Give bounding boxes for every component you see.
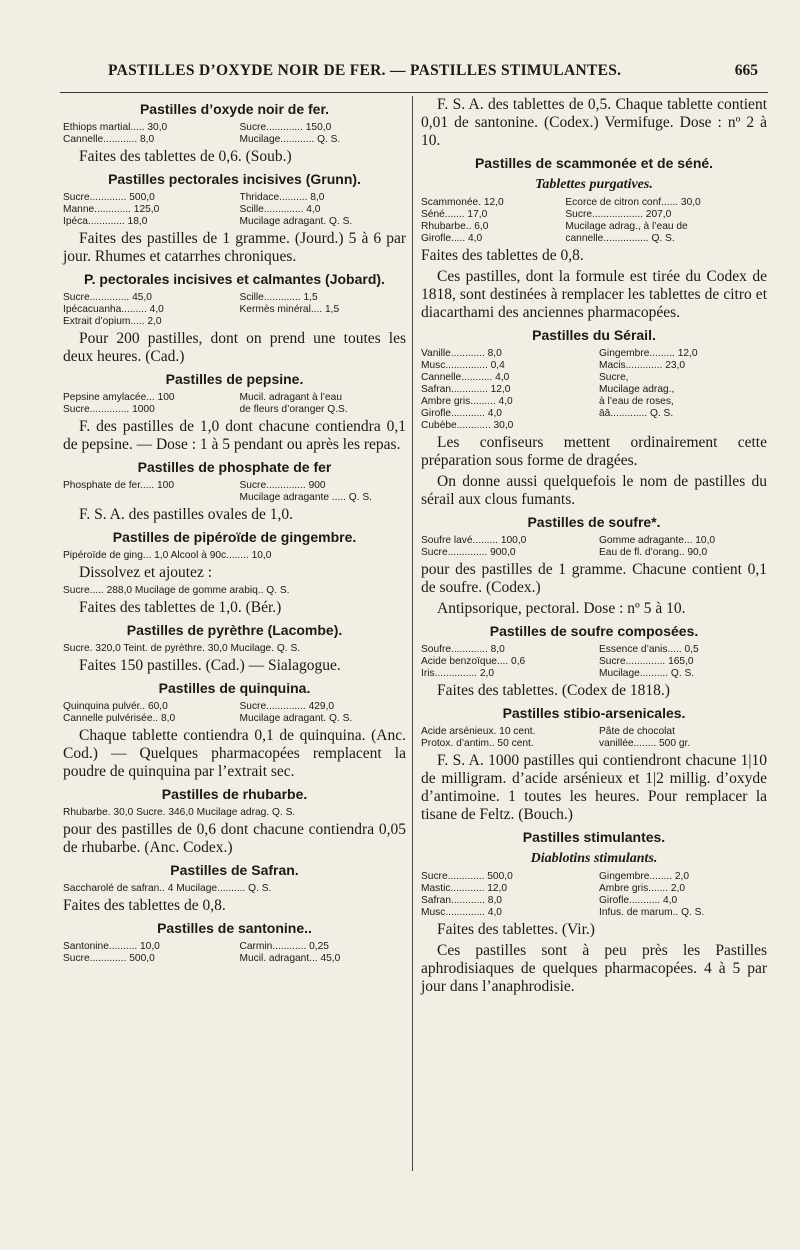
paragraph: F. des pastilles de 1,0 dont chacune contiendra 0,1 de pepsine. — Dose : 1 à 5 pendant ou après les repas. <box>63 418 406 453</box>
left-column <box>63 96 406 967</box>
ingredient-list <box>421 871 767 919</box>
ingredient-list <box>63 292 406 328</box>
section-title: Pastilles stibio-arsenicales. <box>502 705 686 721</box>
paragraph: Faites des tablettes de 0,6. (Soub.) <box>79 148 292 165</box>
ingredient-list <box>63 122 406 146</box>
paragraph: Faites des pastilles de 1 gramme. (Jourd.) 5 à 6 par jour. Rhumes et catarrhes chroniques. <box>63 230 406 265</box>
paragraph: Faites des tablettes. (Vir.) <box>437 921 595 938</box>
paragraph: pour des pastilles de 1 gramme. Chacune contient 0,1 de soufre. (Codex.) <box>421 561 767 596</box>
ingredient: Mastic............ 12,0 <box>421 883 508 894</box>
ingredient-list <box>63 550 406 562</box>
ingredient-list <box>63 585 406 597</box>
ingredient: Kermès minéral.... 1,5 <box>239 304 340 315</box>
ingredient: Santonine.......... 10,0 <box>63 941 160 952</box>
ingredient: Gingembre........ 2,0 <box>599 871 690 882</box>
ingredient: Cannelle pulvérisée.. 8,0 <box>63 713 176 724</box>
paragraph: F. S. A. 1000 pastilles qui contiendront chacune 1|10 de milligram. d’acide arsénieux et 1|2 millig. d’oxyde d’antimoine. 1 toutes les heures. Pour remplacer la tisane de Feltz. (Bouch.) <box>421 752 767 823</box>
paragraph: Chaque tablette contiendra 0,1 de quinquina. (Anc. Cod.) — Quelques pharmacopées remplacent la poudre de quinquina par l’extrait sec. <box>63 727 406 780</box>
paragraph: Faites des tablettes de 1,0. (Bér.) <box>79 599 282 616</box>
ingredient: Vanille............ 8,0 <box>421 348 502 359</box>
paragraph: Faites 150 pastilles. (Cad.) — Sialagogue. <box>79 657 341 674</box>
ingredient: Sucre.............. 165,0 <box>599 656 694 667</box>
ingredient: Macis............. 23,0 <box>599 360 686 371</box>
ingredient: à l’eau de roses, <box>599 396 674 407</box>
ingredient: Sucre.............. 900,0 <box>421 547 516 558</box>
section-title: Pastilles du Sérail. <box>532 327 656 343</box>
paragraph: pour des pastilles de 0,6 dont chacune contiendra 0,05 de rhubarbe. (Anc. Codex.) <box>63 821 406 856</box>
ingredient: Cubèbe............ 30,0 <box>421 420 514 431</box>
paragraph: Faites des tablettes. (Codex de 1818.) <box>437 682 670 699</box>
ingredient: Carmin............ 0,25 <box>239 941 329 952</box>
ingredient: Mucilage adragant. Q. S. <box>239 216 353 227</box>
ingredient: Scammonée. 12,0 <box>421 197 504 208</box>
paragraph: Pour 200 pastilles, dont on prend une toutes les deux heures. (Cad.) <box>63 330 406 365</box>
section-title: P. pectorales incisives et calmantes (Jobard). <box>84 271 385 287</box>
ingredient: Infus. de marum.. Q. S. <box>599 907 705 918</box>
right-column <box>421 96 767 999</box>
section-title: Pastilles de phosphate de fer <box>137 459 332 475</box>
ingredient: Sucre.............. 45,0 <box>63 292 152 303</box>
ingredient: Pipéroïde de ging... 1,0 Alcool à 90c........ 10,0 <box>63 550 272 561</box>
paragraph: Les confiseurs mettent ordinairement cette préparation sous forme de dragées. <box>421 434 767 469</box>
ingredient: Girofle............ 4,0 <box>421 408 502 419</box>
section-title: Pastilles de soufre*. <box>527 514 661 530</box>
ingredient: Sucre.............. 1000 <box>63 404 155 415</box>
ingredient: Protox. d’antim.. 50 cent. <box>421 738 534 749</box>
paragraph: F. S. A. des pastilles ovales de 1,0. <box>79 506 294 523</box>
ingredient: Sucre.............. 900 <box>239 480 326 491</box>
paragraph: Antipsorique, pectoral. Dose : nº 5 à 10. <box>437 600 686 617</box>
ingredient: Thridace.......... 8,0 <box>239 192 325 203</box>
ingredient: Sucre............. 500,0 <box>63 953 155 964</box>
ingredient: Essence d’anis..... 0,5 <box>599 644 699 655</box>
ingredient: Mucil. adragant... 45,0 <box>239 953 341 964</box>
ingredient: Mucilage.......... Q. S. <box>599 668 695 679</box>
ingredient: Quinquina pulvér.. 60,0 <box>63 701 168 712</box>
ingredient: Éthiops martial..... 30,0 <box>63 122 168 133</box>
ingredient: Safran............. 12,0 <box>421 384 511 395</box>
section-title: Pastilles de pepsine. <box>165 371 304 387</box>
section-subtitle: Tablettes purgatives. <box>535 177 653 192</box>
ingredient: Séné....... 17,0 <box>421 209 488 220</box>
ingredient <box>240 316 407 328</box>
ingredient: Ambre gris......... 4,0 <box>421 396 513 407</box>
ingredient: Sucre............. 500,0 <box>63 192 155 203</box>
paragraph: F. S. A. des tablettes de 0,5. Chaque tablette contient 0,01 de santonine. (Codex.) Vermifuge. Dose : nº 2 à 10. <box>421 96 767 149</box>
ingredient: Scille............. 1,5 <box>239 292 318 303</box>
ingredient: Eau de fl. d’orang.. 90,0 <box>599 547 708 558</box>
ingredient-list <box>421 348 767 432</box>
ingredient: Cannelle........... 4,0 <box>421 372 510 383</box>
section-subtitle: Diablotins stimulants. <box>530 851 658 866</box>
ingredient: Cannelle............ 8,0 <box>63 134 155 145</box>
running-title: PASTILLES D’OXYDE NOIR DE FER. — PASTILLES STIMULANTES. <box>108 62 622 79</box>
ingredient-list <box>421 726 767 750</box>
ingredient-list <box>63 643 406 655</box>
ingredient: Mucilage............ Q. S. <box>239 134 341 145</box>
ingredient-list <box>63 941 406 965</box>
ingredient: Acide benzoïque.... 0,6 <box>421 656 526 667</box>
ingredient: Mucilage adragant. Q. S. <box>239 713 353 724</box>
ingredient: Mucilage adrag., <box>599 384 675 395</box>
section-title: Pastilles de santonine.. <box>157 920 312 936</box>
section-title: Pastilles de quinquina. <box>158 680 311 696</box>
section-title: Pastilles de scammonée et de séné. <box>474 155 714 171</box>
ingredient: Extrait d’opium..... 2,0 <box>63 316 162 327</box>
ingredient: Sucre.............. 429,0 <box>239 701 335 712</box>
ingredient: Safran............ 8,0 <box>421 895 502 906</box>
section-title: Pastilles de pyrèthre (Lacombe). <box>126 622 343 638</box>
ingredient-list <box>421 197 767 245</box>
header-rule <box>60 92 768 93</box>
ingredient: Scille.............. 4,0 <box>239 204 321 215</box>
ingredient: Girofle..... 4,0 <box>421 233 483 244</box>
ingredient: Mucil. adragant à l’eau <box>239 392 343 403</box>
ingredient-list <box>63 883 406 895</box>
ingredient-list <box>63 392 406 416</box>
paragraph: Ces pastilles sont à peu près les Pastilles aphrodisiaques de quelques pharmacopées. 4 à 5 par jour dans l’anaphrodisie. <box>421 942 767 995</box>
ingredient-list <box>63 701 406 725</box>
paragraph: Dissolvez et ajoutez : <box>79 564 212 581</box>
ingredient: cannelle................ Q. S. <box>565 233 675 244</box>
ingredient: Pepsine amylacée... 100 <box>63 392 175 403</box>
ingredient: Ipéca............. 18,0 <box>63 216 148 227</box>
ingredient-list <box>421 644 767 680</box>
ingredient: Ipécacuanha......... 4,0 <box>63 304 164 315</box>
column-divider <box>412 96 413 1171</box>
ingredient: vanillée........ 500 gr. <box>599 738 691 749</box>
section-title: Pastilles stimulantes. <box>522 829 666 845</box>
paragraph: Ces pastilles, dont la formule est tirée du Codex de 1818, sont destinées à remplacer les tablettes de citro et diacarthami des anciennes pharmacopées. <box>421 268 767 321</box>
ingredient: Gomme adragante... 10,0 <box>599 535 716 546</box>
page-number: 665 <box>734 62 758 79</box>
ingredient: Phosphate de fer..... 100 <box>63 480 175 491</box>
ingredient: Sucre. 320,0 Teint. de pyrèthre. 30,0 Mucilage. Q. S. <box>63 643 301 654</box>
paragraph: Faites des tablettes de 0,8. <box>63 897 226 914</box>
ingredient: Pâte de chocolat <box>599 726 675 737</box>
ingredient: Sucre............. 150,0 <box>239 122 332 133</box>
ingredient: Sucre..... 288,0 Mucilage de gomme arabiq.. Q. S. <box>63 585 290 596</box>
ingredient: Acide arsénieux. 10 cent. <box>421 726 536 737</box>
ingredient: Mucilage adrag., à l’eau de <box>565 221 688 232</box>
ingredient: Ambre gris....... 2,0 <box>599 883 686 894</box>
ingredient: Iris............... 2,0 <box>421 668 495 679</box>
ingredient: Sucre, <box>599 372 629 383</box>
ingredient <box>599 420 767 432</box>
ingredient-list <box>421 535 767 559</box>
paragraph: Faites des tablettes de 0,8. <box>421 247 584 264</box>
section-title: Pastilles de Safran. <box>170 862 299 878</box>
ingredient-list <box>63 192 406 228</box>
section-title: Pastilles de pipéroïde de gingembre. <box>112 529 357 545</box>
section-title: Pastilles pectorales incisives (Grunn). <box>108 171 361 187</box>
ingredient: Saccharolé de safran.. 4 Mucilage.......... Q. S. <box>63 883 272 894</box>
ingredient: Mucilage adragante ..... Q. S. <box>239 492 373 503</box>
paragraph: On donne aussi quelquefois le nom de pastilles du sérail aux clous fumants. <box>421 473 767 508</box>
section-title: Pastilles d’oxyde noir de fer. <box>139 101 330 117</box>
ingredient: Rhubarbe. 30,0 Sucre. 346,0 Mucilage adrag. Q. S. <box>63 807 296 818</box>
ingredient: Sucre.................. 207,0 <box>565 209 672 220</box>
ingredient-list <box>63 480 406 504</box>
ingredient: Musc.............. 4,0 <box>421 907 502 918</box>
section-title: Pastilles de rhubarbe. <box>161 786 308 802</box>
ingredient: de fleurs d’oranger Q.S. <box>239 404 348 415</box>
ingredient: Soufre lavé......... 100,0 <box>421 535 527 546</box>
ingredient-list <box>63 807 406 819</box>
ingredient: Manne............. 125,0 <box>63 204 160 215</box>
ingredient: Rhubarbe.. 6,0 <box>421 221 489 232</box>
ingredient <box>63 492 230 504</box>
ingredient: Girofle........... 4,0 <box>599 895 678 906</box>
ingredient: Soufre............. 8,0 <box>421 644 505 655</box>
ingredient: āā............. Q. S. <box>599 408 674 419</box>
section-title: Pastilles de soufre composées. <box>489 623 699 639</box>
ingredient: Musc............... 0,4 <box>421 360 505 371</box>
ingredient: Ecorce de citron conf...... 30,0 <box>565 197 701 208</box>
ingredient: Sucre............. 500,0 <box>421 871 513 882</box>
page-header <box>108 62 758 88</box>
ingredient: Gingembre......... 12,0 <box>599 348 698 359</box>
